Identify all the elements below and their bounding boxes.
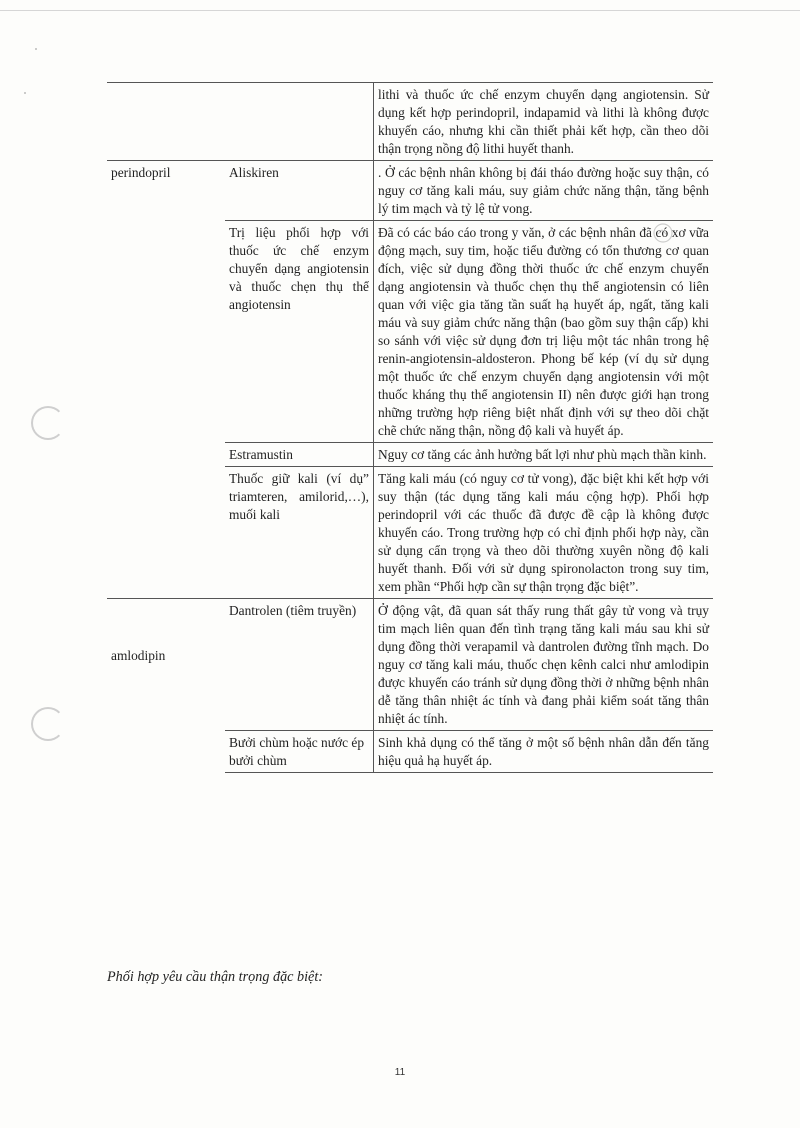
drug-cell: perindopril — [107, 161, 225, 221]
table-row — [107, 467, 713, 599]
faint-stamp-mark — [652, 222, 674, 244]
table-row — [107, 599, 713, 731]
interaction-effect-cell: lithi và thuốc ức chế enzym chuyển dạng angiotensin. Sử dụng kết hợp perindopril, indapamid và lithi là không được khuyến cáo, nhưng khi cần thiết phải kết hợp, cần theo dõi thận trọng nồng độ lithi huyết thanh. — [374, 83, 714, 161]
interacting-drug-cell: Bưởi chùm hoặc nước ép bưởi chùm — [225, 731, 374, 773]
interaction-effect-cell: Đã có các báo cáo trong y văn, ở các bệnh nhân đã có xơ vữa động mạch, suy tim, hoặc tiểu đường có tổn thương cơ quan đích, việc sử dụng đồng thời thuốc ức chế enzym chuyển dạng angiotensin và thuốc chẹn thụ thể angiotensin có liên quan với việc gia tăng tần suất hạ huyết áp, ngất, tăng kali máu và suy giảm chức năng thận (bao gồm suy thận cấp) khi so sánh với việc sử dụng đơn trị liệu một tác nhân trong hệ renin-angiotensin-aldosteron. Phong bế kép (ví dụ sử dụng một thuốc ức chế enzym chuyển dạng angiotensin với một thuốc kháng thụ thể angiotensin II) nên được giới hạn trong những trường hợp riêng biệt nhất định với sự theo dõi chặt chẽ chức năng thận, nồng độ kali và huyết áp. — [374, 221, 714, 443]
table-row — [107, 221, 713, 443]
interaction-effect-cell: Ở động vật, đã quan sát thấy rung thất gây tử vong và trụy tim mạch liên quan đến tình trạng tăng kali máu sau khi sử dụng đồng thời verapamil và dantrolen đường tĩnh mạch. Do nguy cơ tăng kali máu, thuốc chẹn kênh calci như amlodipin được khuyến cáo tránh sử dụng đồng thời ở những bệnh nhân dễ tăng thân nhiệt ác tính và đang phải kiểm soát tăng thân nhiệt ác tính. — [374, 599, 714, 731]
interacting-drug-cell — [225, 83, 374, 161]
drug-cell — [107, 221, 225, 443]
interaction-table — [107, 82, 713, 773]
drug-cell — [107, 599, 225, 773]
drug-cell — [107, 83, 225, 161]
interacting-drug-cell: Thuốc giữ kali (ví dụ” triamteren, amilorid,…), muối kali — [225, 467, 374, 599]
table-row — [107, 83, 713, 161]
table-row — [107, 443, 713, 467]
punch-hole — [31, 406, 65, 440]
drug-cell — [107, 443, 225, 467]
section-heading: Phối hợp yêu cầu thận trọng đặc biệt: — [107, 969, 324, 985]
interacting-drug-cell: Aliskiren — [225, 161, 374, 221]
punch-hole — [31, 707, 65, 741]
interaction-effect-cell: Nguy cơ tăng các ảnh hưởng bất lợi như phù mạch thần kinh. — [374, 443, 714, 467]
scan-speck — [35, 48, 37, 50]
interacting-drug-cell: Trị liệu phối hợp với thuốc ức chế enzym chuyển dạng angiotensin và thuốc chẹn thụ thể angiotensin — [225, 221, 374, 443]
interaction-effect-cell: . Ở các bệnh nhân không bị đái tháo đường hoặc suy thận, có nguy cơ tăng kali máu, suy giảm chức năng thận, tăng bệnh lý tim mạch và tỷ lệ tử vong. — [374, 161, 714, 221]
drug-cell — [107, 467, 225, 599]
interaction-effect-cell: Sinh khả dụng có thể tăng ở một số bệnh nhân dẫn đến tăng hiệu quả hạ huyết áp. — [374, 731, 714, 773]
drug-name: amlodipin — [111, 648, 166, 663]
interaction-effect-cell: Tăng kali máu (có nguy cơ tử vong), đặc biệt khi kết hợp với suy thận (tác dụng tăng kali máu cộng hợp). Phối hợp perindopril với các thuốc đã được đề cập là không được khuyến cáo. Trong trường hợp có chỉ định phối hợp này, cần sử dụng cẩn trọng và theo dõi thường xuyên nồng độ kali huyết thanh. Đối với sử dụng spironolacton trong suy tim, xem phần “Phối hợp cần sự thận trọng đặc biệt”. — [374, 467, 714, 599]
interacting-drug-cell: Estramustin — [225, 443, 374, 467]
page-number: 11 — [394, 1067, 406, 1078]
scan-edge-line — [0, 10, 800, 11]
interacting-drug-cell: Dantrolen (tiêm truyền) — [225, 599, 374, 731]
table-row — [107, 161, 713, 221]
scan-speck — [24, 92, 26, 94]
